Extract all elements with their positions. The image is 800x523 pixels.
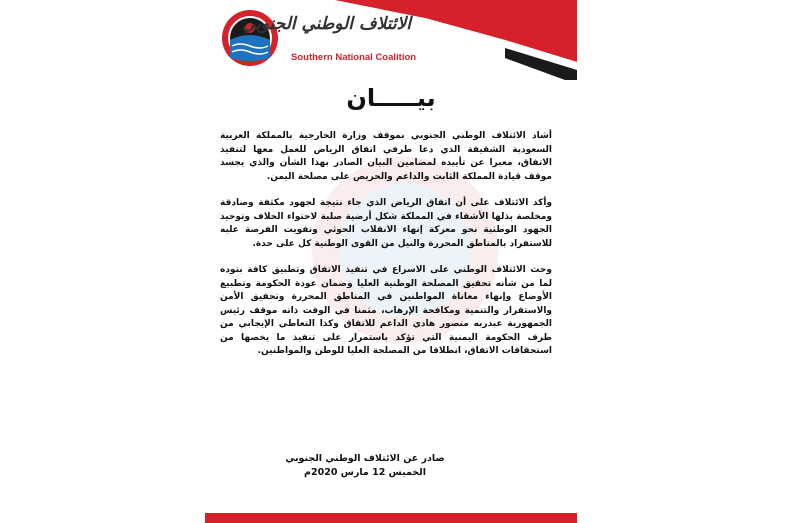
statement-page [205, 0, 577, 523]
paragraph: وأكد الائتلاف على أن اتفاق الرياض الذي جاء نتيجة لجهود مكثفة وصادقة ومخلصة بذلها الأشقاء في المملكة شكل أرضية صلبة لاحتواء الخلاف وتوحيد الجهود الوطنية نحو معركة إنهاء الانقلاب الحوثي وتفويت الفرصة عليه للاستفراد بالمناطق المحررة والنيل من القوى الوطنية كل على حدة. [220, 198, 552, 249]
coalition-arabic-name: الائتلاف الوطني الجنوبي [241, 14, 411, 34]
issuer-line: صادر عن الائتلاف الوطني الجنوبي [285, 453, 445, 464]
document-title: بيـــــان [346, 84, 436, 112]
paragraph: وحث الائتلاف الوطني على الاسراع في تنفيذ الاتفاق وتطبيق كافة بنوده لما من شأنه تحقيق المصلحة الوطنية العليا وضمان عودة الحكومة وتطبيع الأوضاع وإنهاء معاناة المواطنين في المناطق المحررة وتحقيق الأمن والاستقرار والتنمية ومكافحة الإرهاب، مثمنا في الوقت ذاته موقف رئيس الجمهورية عبدربه منصور هادي الداعم للاتفاق وكذا التعاطي الإيجابي من طرف الحكومة اليمنية التي تؤكد باستمرار على تنفيذ ما يخصها من استحقاقات الاتفاق، انطلاقا من المصلحة العليا للوطن والمواطنين. [220, 265, 552, 356]
coalition-english-name: Southern National Coalition [291, 52, 417, 63]
paragraph: أشاد الائتلاف الوطني الجنوبي بموقف وزارة الخارجية بالمملكة العربية السعودية الشقيقة الذي دعا طرفي اتفاق الرياض للعمل معها لتنفيذ الاتفاق، معبرا عن تأييده لمضامين البيان الصادر بهذا الشأن والذي يجسد موقف قيادة المملكة الثابت والداعم والحريص على مصلحة اليمن. [220, 131, 552, 182]
signature-block [265, 452, 465, 480]
letterhead [205, 0, 577, 80]
footer-stripe [205, 513, 577, 523]
statement-body [220, 130, 552, 372]
date-line: الخميس 12 مارس 2020م [304, 467, 426, 478]
